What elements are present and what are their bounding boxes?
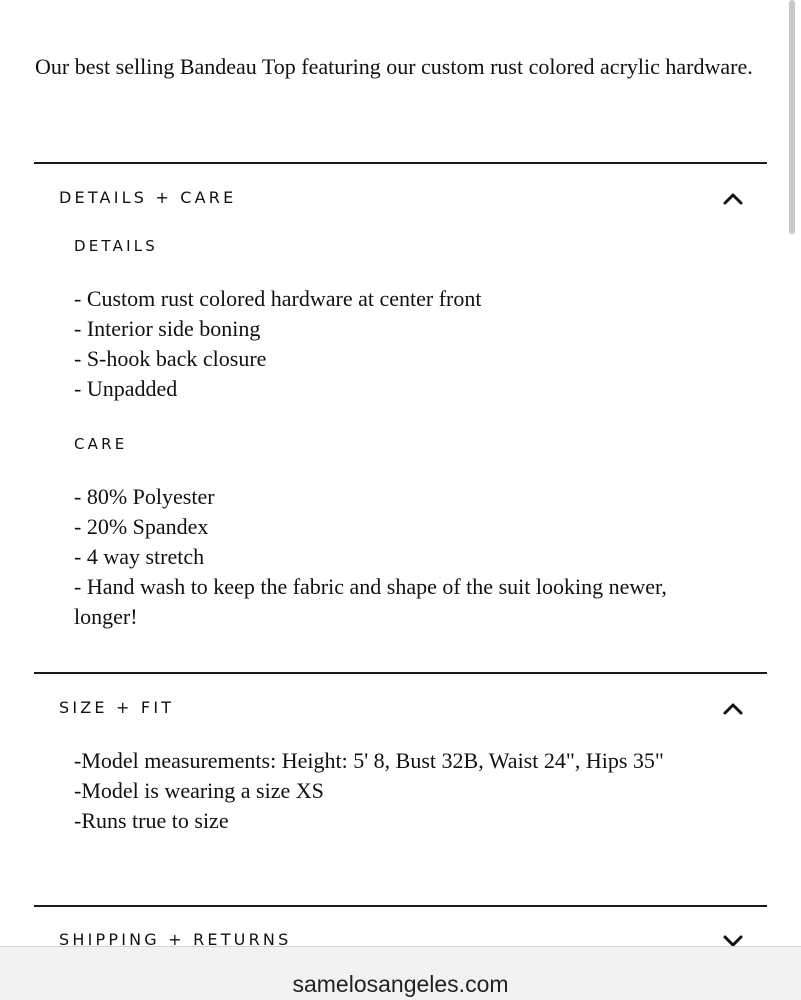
- divider: [34, 905, 767, 907]
- url-label[interactable]: samelosangeles.com: [292, 971, 509, 997]
- size-fit-accordion-header[interactable]: [34, 688, 767, 728]
- divider: [34, 672, 767, 674]
- list-item: - Interior side boning: [74, 316, 261, 341]
- list-item: - Hand wash to keep the fabric and shape of the suit looking newer, longer!: [74, 574, 667, 629]
- list-item: -Runs true to size: [74, 808, 229, 833]
- product-description: Our best selling Bandeau Top featuring our custom rust colored acrylic hardware.: [35, 54, 753, 79]
- care-heading: CARE: [74, 435, 128, 453]
- list-item: - S-hook back closure: [74, 346, 267, 371]
- size-fit-list: [74, 746, 704, 836]
- shipping-returns-title: SHIPPING + RETURNS: [59, 930, 292, 946]
- list-item: -Model measurements: Height: 5' 8, Bust 32B, Waist 24", Hips 35": [74, 748, 664, 773]
- list-item: - 4 way stretch: [74, 544, 205, 569]
- list-item: - 20% Spandex: [74, 514, 209, 539]
- chevron-up-icon[interactable]: [722, 698, 744, 720]
- list-item: - Unpadded: [74, 376, 178, 401]
- details-list: [74, 284, 714, 404]
- chevron-up-icon[interactable]: [722, 188, 744, 210]
- chevron-down-icon[interactable]: [722, 930, 744, 946]
- care-list: [74, 482, 694, 632]
- details-care-accordion-header[interactable]: [34, 178, 767, 218]
- list-item: - 80% Polyester: [74, 484, 215, 509]
- divider: [34, 162, 767, 164]
- list-item: - Custom rust colored hardware at center front: [74, 286, 482, 311]
- size-fit-title: SIZE + FIT: [59, 698, 175, 717]
- browser-address-bar[interactable]: [0, 946, 801, 1000]
- details-heading: DETAILS: [74, 237, 158, 255]
- shipping-returns-accordion-header[interactable]: [34, 920, 767, 946]
- details-care-title: DETAILS + CARE: [59, 188, 237, 207]
- scrollbar[interactable]: [789, 0, 795, 234]
- list-item: -Model is wearing a size XS: [74, 778, 324, 803]
